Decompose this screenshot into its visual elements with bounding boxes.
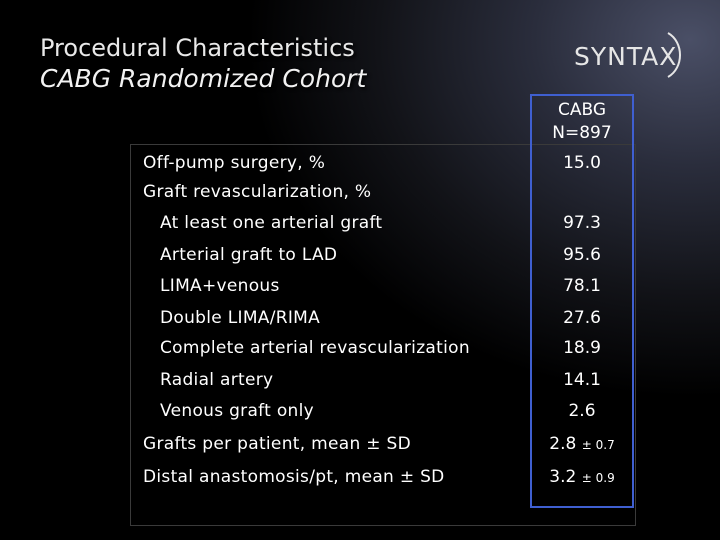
row-label-graft-revascularization: Graft revascularization, % [143, 182, 372, 202]
row-value-venous-graft-only: 2.6 [568, 401, 596, 421]
row-value-complete-arterial: 18.9 [563, 338, 601, 358]
row-value-distal-anastomosis: 3.2 ± 0.9 [549, 467, 615, 487]
row-value-radial-artery: 14.1 [563, 370, 601, 390]
row-label-graft-to-lad: Arterial graft to LAD [160, 245, 338, 265]
row-label-off-pump: Off-pump surgery, % [143, 153, 326, 173]
syntax-logo [574, 30, 690, 80]
row-value-double-lima-rima: 27.6 [563, 308, 601, 328]
row-label-lima-venous: LIMA+venous [160, 276, 280, 296]
row-label-venous-graft-only: Venous graft only [160, 401, 314, 421]
row-value-arterial-graft: 97.3 [563, 213, 601, 233]
row-label-grafts-per-patient: Grafts per patient, mean ± SD [143, 434, 411, 454]
row-sd-distal-anastomosis: ± 0.9 [581, 471, 615, 485]
row-sd-grafts-per-patient: ± 0.7 [581, 438, 615, 452]
row-value-grafts-per-patient: 2.8 ± 0.7 [549, 434, 615, 454]
row-label-radial-artery: Radial artery [160, 370, 274, 390]
column-header-cabg: CABG [557, 100, 607, 120]
row-label-distal-anastomosis: Distal anastomosis/pt, mean ± SD [143, 467, 445, 487]
column-header-n: N=897 [552, 123, 612, 143]
slide-subtitle: CABG Randomized Cohort [40, 64, 367, 93]
logo-text: SYNTAX [574, 42, 678, 71]
slide-title: Procedural Characteristics [40, 34, 355, 62]
row-label-complete-arterial: Complete arterial revascularization [160, 338, 470, 358]
row-label-double-lima-rima: Double LIMA/RIMA [160, 308, 321, 328]
row-label-arterial-graft: At least one arterial graft [160, 213, 383, 233]
logo-arc-icon [664, 30, 688, 80]
row-value-graft-to-lad: 95.6 [563, 245, 601, 265]
row-value-lima-venous: 78.1 [563, 276, 601, 296]
row-value-off-pump: 15.0 [563, 153, 601, 173]
